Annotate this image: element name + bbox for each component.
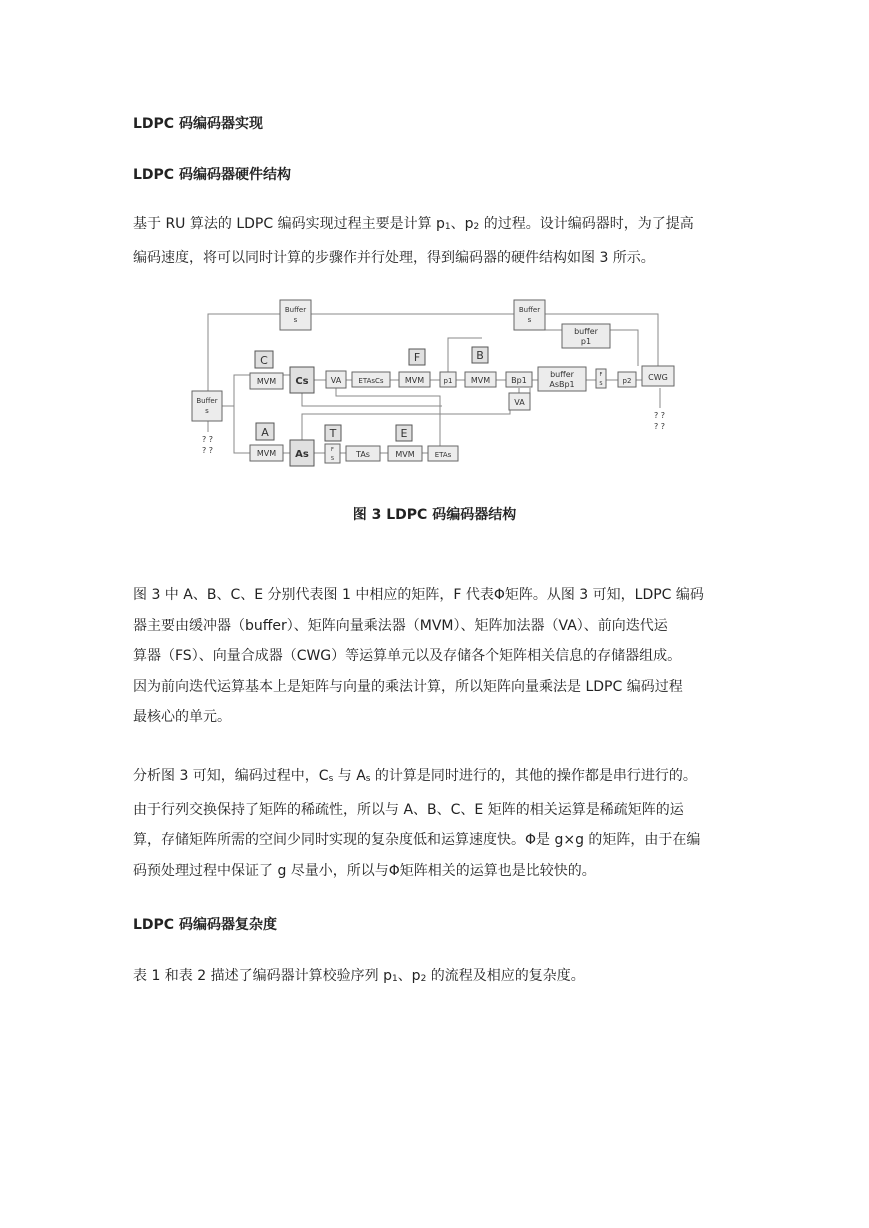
- svg-text:VA: VA: [330, 376, 342, 385]
- para2-line: 算器（FS）、向量合成器（CWG）等运算单元以及存储各个矩阵相关信息的存储器组成。: [133, 648, 682, 664]
- mvm-unit-f: [399, 372, 430, 387]
- va-unit-top: [326, 371, 346, 388]
- subsection-heading-complexity: LDPC 码编码器复杂度: [133, 917, 277, 933]
- para2-line: 因为前向迭代运算基本上是矩阵与向量的乘法计算，所以矩阵向量乘法是 LDPC 编码过程: [133, 678, 683, 695]
- svg-text:s: s: [293, 316, 298, 324]
- svg-text:MVM: MVM: [470, 376, 491, 385]
- svg-text:VA: VA: [514, 398, 525, 407]
- svg-text:F: F: [413, 351, 421, 364]
- svg-text:S: S: [330, 456, 335, 462]
- svg-text:T: T: [329, 427, 337, 440]
- svg-text:Bp1: Bp1: [511, 376, 527, 385]
- svg-text:As: As: [295, 449, 309, 460]
- svg-text:Buffer: Buffer: [518, 306, 541, 314]
- qq-label-right-1: ? ?: [654, 411, 666, 420]
- para4-line: 表 1 和表 2 描述了编码器计算校验序列 $p_1$、$p_2$ 的流程及相应的复杂度。: [133, 968, 585, 984]
- matrix-f-box: [409, 349, 425, 365]
- matrix-a-box: [256, 423, 274, 440]
- as-unit: [290, 440, 314, 466]
- para2-line: 最核心的单元。: [133, 709, 231, 725]
- para2-line: 器主要由缓冲器（buffer）、矩阵向量乘法器（MVM）、矩阵加法器（VA）、前向迭代运: [133, 617, 668, 634]
- svg-text:F: F: [599, 372, 603, 378]
- svg-text:Cs: Cs: [295, 376, 309, 387]
- svg-text:p1: p1: [443, 377, 453, 385]
- cwg-unit: [642, 366, 674, 386]
- bp1-unit: [506, 372, 532, 387]
- svg-text:Buffer: Buffer: [284, 306, 307, 314]
- etascs-unit: [352, 372, 390, 387]
- p2-unit: [618, 372, 636, 387]
- svg-text:CWG: CWG: [648, 373, 668, 382]
- qq-label-right-2: ? ?: [654, 422, 666, 431]
- svg-text:AsBp1: AsBp1: [549, 380, 575, 389]
- svg-text:S: S: [599, 381, 603, 387]
- svg-text:p1: p1: [580, 337, 592, 346]
- svg-text:A: A: [261, 426, 269, 439]
- svg-text:C: C: [260, 354, 268, 367]
- subsection-heading: LDPC 码编码器硬件结构: [133, 167, 291, 183]
- svg-text:MVM: MVM: [395, 450, 415, 459]
- svg-text:s: s: [205, 407, 209, 415]
- svg-text:buffer: buffer: [574, 327, 598, 336]
- buffers-box-left: [192, 391, 222, 421]
- fs-unit-bottom: [325, 444, 340, 463]
- encoder-structure-diagram: [190, 296, 685, 474]
- svg-text:E: E: [400, 427, 408, 440]
- svg-text:TAs: TAs: [356, 450, 370, 459]
- svg-text:ETAsCs: ETAsCs: [358, 377, 384, 385]
- para3-line1: 分析图 3 可知，编码过程中，$C_s$ 与 $A_s$ 的计算是同时进行的，其他的操作都是串行进行的。: [133, 768, 697, 784]
- qq-label-left-1: ? ?: [202, 435, 214, 444]
- p1-unit: [440, 372, 456, 387]
- para3-line: 算，存储矩阵所需的空间少同时实现的复杂度低和运算速度快。Φ是 g×g 的矩阵，由于在编: [133, 832, 701, 848]
- svg-text:Buffer: Buffer: [196, 397, 218, 405]
- buffer-asbp1-unit: [538, 367, 586, 391]
- svg-text:buffer: buffer: [550, 370, 574, 379]
- buffers-box-top-right: [514, 300, 545, 330]
- para3-line: 由于行列交换保持了矩阵的稀疏性，所以与 A、B、C、E 矩阵的相关运算是稀疏矩阵的运: [133, 801, 684, 818]
- matrix-t-box: [325, 425, 341, 441]
- svg-text:MVM: MVM: [404, 376, 425, 385]
- para2-line: 图 3 中 A、B、C、E 分别代表图 1 中相应的矩阵，F 代表Φ矩阵。从图 3 可知，LDPC 编码: [133, 587, 704, 603]
- matrix-c-box: [255, 351, 273, 368]
- para1-line2: 编码速度，将可以同时计算的步骤作并行处理，得到编码器的硬件结构如图 3 所示。: [133, 249, 655, 266]
- mvm-unit-e: [388, 446, 422, 461]
- mvm-unit-c: [250, 373, 283, 389]
- paragraph-3: [133, 761, 739, 886]
- matrix-e-box: [396, 425, 412, 441]
- tas-unit: [346, 446, 380, 461]
- paragraph-1: [133, 209, 739, 273]
- va-unit-mid: [509, 393, 530, 410]
- svg-text:ETAs: ETAs: [434, 451, 452, 459]
- paragraph-4: [133, 961, 739, 995]
- svg-text:p2: p2: [622, 377, 632, 385]
- svg-text:B: B: [476, 349, 484, 362]
- mvm-unit-a: [250, 445, 283, 461]
- svg-text:F: F: [331, 447, 334, 453]
- fs-unit-top: [596, 369, 606, 388]
- para3-line: 码预处理过程中保证了 g 尽量小，所以与Φ矩阵相关的运算也是比较快的。: [133, 862, 596, 879]
- cs-unit: [290, 367, 314, 393]
- svg-text:MVM: MVM: [256, 449, 277, 458]
- figure-caption: 图 3 LDPC 码编码器结构: [352, 507, 517, 523]
- etas-unit: [428, 446, 458, 461]
- section-heading: LDPC 码编码器实现: [133, 116, 263, 132]
- mvm-unit-b: [465, 372, 496, 387]
- buffers-box-top-left: [280, 300, 311, 330]
- buffer-p1-box: [562, 324, 610, 348]
- paragraph-2: [133, 580, 739, 733]
- para1-line1: 基于 RU 算法的 LDPC 编码实现过程主要是计算 $p_1$、$p_2$ 的过程。设计编码器时，为了提高: [133, 216, 694, 232]
- qq-label-left-2: ? ?: [202, 446, 214, 455]
- matrix-b-box: [472, 347, 488, 363]
- svg-text:MVM: MVM: [256, 377, 277, 386]
- svg-text:s: s: [527, 316, 532, 324]
